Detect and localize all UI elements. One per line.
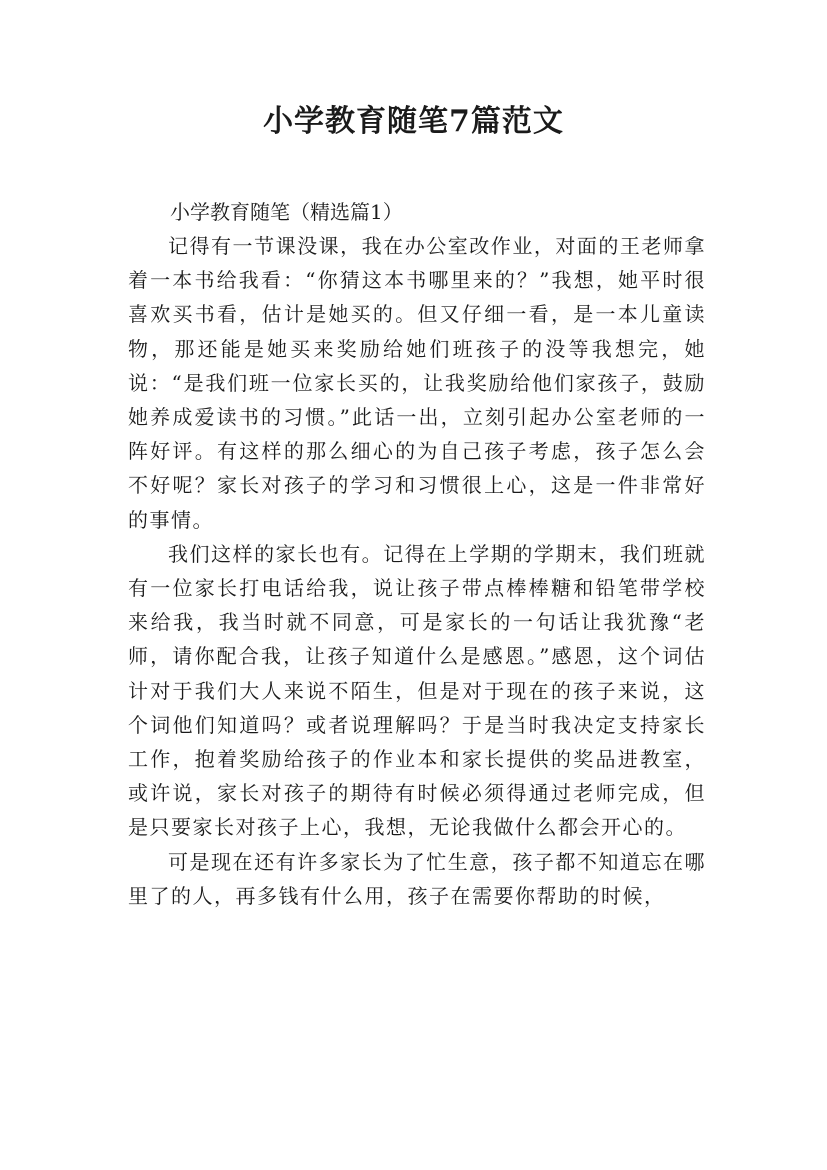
body-paragraph-3: 可是现在还有许多家长为了忙生意，孩子都不知道忘在哪里了的人，再多钱有什么用，孩子在需要你帮助的时候， bbox=[128, 849, 706, 908]
document-body bbox=[128, 195, 706, 913]
document-title: 小学教育随笔7篇范文 bbox=[263, 104, 564, 139]
section-heading: 小学教育随笔（精选篇1） bbox=[170, 200, 403, 224]
body-paragraph-2: 我们这样的家长也有。记得在上学期的学期末，我们班就有一位家长打电话给我，说让孩子带点棒棒糖和铅笔带学校来给我，我当时就不同意，可是家长的一句话让我犹豫“老师，请你配合我，让孩子知道什么是感恩。”感恩，这个词估计对于我们大人来说不陌生，但是对于现在的孩子来说，这个词他们知道吗？或者说理解吗？于是当时我决定支持家长工作，抱着奖励给孩子的作业本和家长提供的奖品进教室，或许说，家长对孩子的期待有时候必须得通过老师完成，但是只要家长对孩子上心，我想，无论我做什么都会开心的。 bbox=[128, 541, 706, 840]
body-paragraph-1: 记得有一节课没课，我在办公室改作业，对面的王老师拿着一本书给我看：“你猜这本书哪里来的？”我想，她平时很喜欢买书看，估计是她买的。但又仔细一看，是一本儿童读物，那还能是她买来奖励给她们班孩子的没等我想完，她说：“是我们班一位家长买的，让我奖励给他们家孩子，鼓励她养成爱读书的习惯。”此话一出，立刻引起办公室老师的一阵好评。有这样的那么细心的为自己孩子考虑，孩子怎么会不好呢？家长对孩子的学习和习惯很上心，这是一件非常好的事情。 bbox=[128, 234, 706, 532]
